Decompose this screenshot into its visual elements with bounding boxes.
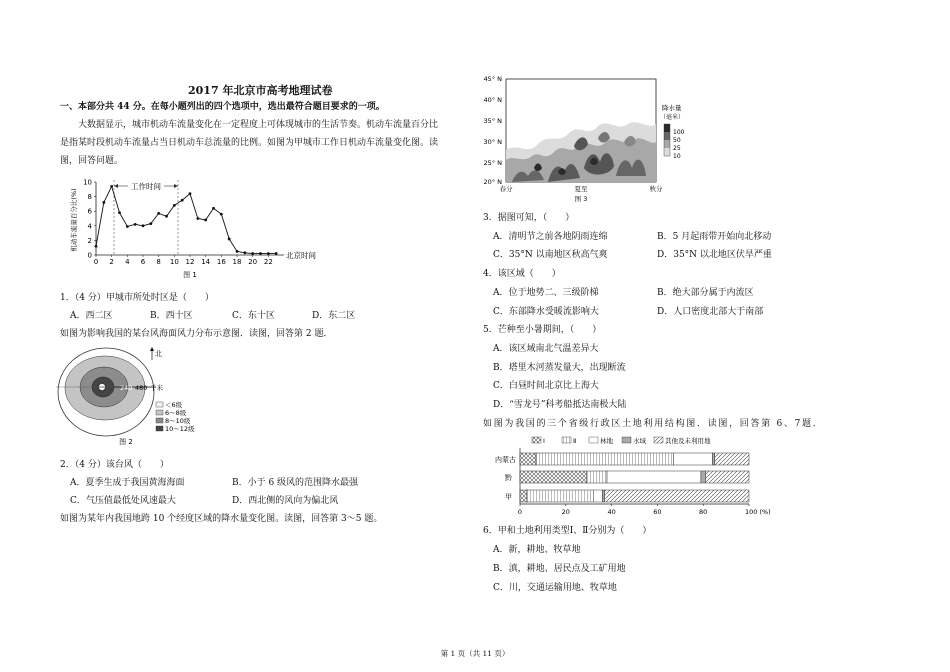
fig1-data-point	[267, 252, 270, 255]
q4-option-d[interactable]: D．人口密度北部大于南部	[657, 307, 764, 317]
fig1-caption: 图 1	[183, 271, 197, 279]
fig4-xtick-label: 40	[607, 508, 616, 516]
fig1-data-point	[142, 224, 145, 227]
fig3-legend-25: 25	[673, 145, 681, 152]
fig1-data-point	[165, 215, 168, 218]
fig1-xtick-label: 2	[109, 258, 114, 266]
bar-segment-forest	[607, 471, 701, 483]
fig3-ytick-35: 35° N	[483, 117, 502, 125]
bar-segment-forest	[593, 490, 602, 502]
bar-segment-water	[712, 453, 714, 465]
fig2-legend	[156, 400, 195, 433]
q3-option-a[interactable]: A．清明节之前各地阴雨连绵	[493, 232, 608, 242]
fig4-xtick-label: 80	[699, 508, 708, 516]
q6-option-c[interactable]: C．川，交通运输用地、牧草地	[493, 583, 617, 593]
fig3-xtick-spring: 春分	[499, 185, 513, 193]
fig1-data-point	[173, 204, 176, 207]
fig4-row-neimenggu: 内蒙古	[495, 456, 516, 464]
legend-label-type2: Ⅱ	[573, 437, 577, 445]
fig1-data-point	[204, 219, 207, 222]
fig4-xtick-label: 20	[561, 508, 570, 516]
q3-stem: 3．据图可知，（ ）	[483, 213, 575, 223]
fig1-xtick-label: 6	[140, 258, 146, 266]
bar-segment-type2	[586, 471, 607, 483]
fig3-legend-unit: （毫米）	[660, 114, 685, 121]
figure4-landuse-chart	[490, 434, 780, 520]
scale-unit: 千米	[150, 384, 163, 392]
fig1-data-point	[212, 207, 215, 210]
fig1-data-point	[228, 238, 231, 241]
legend-label-type1: Ⅰ	[543, 437, 545, 445]
figure1-line-chart	[68, 172, 330, 282]
section-heading: 一、本部分共 44 分。在每小题列出的四个选项中，选出最符合题目要求的一项。	[60, 102, 385, 112]
legend-label-10to12: 10～12级	[165, 425, 195, 433]
fig1-data-point	[196, 217, 199, 220]
q4-option-c[interactable]: C．东部降水受暖流影响大	[493, 307, 599, 317]
legend-swatch-water	[622, 437, 631, 443]
fig3-ytick-20: 20° N	[483, 178, 502, 186]
q1-option-c[interactable]: C．东十区	[232, 311, 275, 321]
q2-option-b[interactable]: B．小于 6 级风的范围降水最强	[232, 478, 359, 488]
legend-swatch-type1	[532, 437, 541, 443]
north-label: 北	[155, 350, 162, 358]
figure2-typhoon-diagram	[56, 344, 226, 448]
bar-segment-type1	[520, 453, 536, 465]
legend-label-below6: ＜6级	[165, 401, 183, 409]
fig3-legend-100: 100	[673, 129, 685, 136]
fig1-xtick-label: 4	[125, 258, 130, 266]
fig1-ytick-label: 10	[83, 178, 92, 187]
q3-option-b[interactable]: B．5 月起雨带开始向北移动	[657, 232, 772, 242]
scale-240: 240	[120, 384, 133, 392]
legend-swatch-8to10	[156, 418, 163, 423]
q3-option-c[interactable]: C．35°N 以南地区秋高气爽	[493, 250, 608, 260]
bar-segment-type2	[527, 490, 593, 502]
scale-480: 480	[135, 384, 148, 392]
fig1-data-point	[243, 251, 246, 254]
fig4-row-jia: 甲	[505, 493, 512, 501]
fig3-legend-title: 降水量	[662, 104, 682, 112]
bar-segment-type1	[520, 490, 527, 502]
fig1-data-point	[134, 223, 137, 226]
q6-option-b[interactable]: B．滇，耕地、居民点及工矿用地	[493, 564, 626, 574]
fig1-data-point	[157, 212, 160, 215]
fig3-legend-swatch-100	[664, 124, 670, 132]
fig1-data-point	[189, 192, 192, 195]
fig1-xlabel: 北京时间	[286, 251, 316, 260]
q6-option-a[interactable]: A．新，耕地、牧草地	[493, 545, 581, 555]
fig1-series-line	[96, 186, 276, 253]
fig3-legend-swatch-25	[664, 140, 670, 148]
fig1-ytick-label: 0	[87, 251, 92, 260]
bar-segment-type2	[536, 453, 673, 465]
legend-label-forest: 林地	[600, 437, 613, 445]
bar-segment-type1	[520, 471, 586, 483]
fig1-ytick-label: 4	[87, 222, 92, 231]
intro1-line3: 图，回答问题。	[60, 156, 124, 166]
legend-swatch-6to8	[156, 410, 163, 415]
intro1-line2: 是指某时段机动车流量占当日机动车总流量的比例。如图为甲城市工作日机动车流量变化图。读	[60, 138, 439, 148]
fig3-xtick-summer: 夏至	[574, 185, 588, 193]
fig1-data-point	[102, 201, 105, 204]
fig3-ytick-40: 40° N	[483, 96, 502, 104]
q1-option-d[interactable]: D．东二区	[312, 311, 356, 321]
q5-option-a[interactable]: A．该区域南北气温差异大	[493, 344, 599, 354]
fig4-xtick-label: 0	[517, 508, 523, 516]
fig1-data-point	[95, 245, 98, 248]
legend-label-8to10: 8～10级	[165, 417, 191, 425]
bar-segment-other	[705, 471, 749, 483]
fig1-data-point	[275, 252, 278, 255]
intro3: 如图为某年内我国地跨 10 个经度区域的降水量变化图。读图，回答第 3～5 题。	[60, 514, 383, 524]
q5-option-b[interactable]: B．塔里木河蒸发量大，出现断流	[493, 363, 626, 373]
q2-option-d[interactable]: D．西北侧的风向为偏北风	[232, 496, 339, 506]
fig1-xtick-label: 8	[156, 258, 161, 266]
paper-title: 2017 年北京市高考地理试卷	[188, 84, 333, 97]
fig1-data-point	[126, 225, 129, 228]
fig1-data-point	[220, 213, 223, 216]
fig1-xtick-label: 20	[248, 258, 258, 266]
q2-option-c[interactable]: C．气压值最低处风速最大	[70, 496, 176, 506]
fig1-ytick-label: 8	[87, 193, 92, 202]
fig2-caption: 图 2	[119, 438, 133, 446]
fig4-row-qian: 黔	[505, 474, 512, 482]
fig3-legend-swatch-50	[664, 132, 670, 140]
legend-swatch-other	[654, 437, 663, 443]
q2-stem: 2．（4 分）该台风（ ）	[60, 460, 169, 470]
legend-swatch-10to12	[156, 426, 163, 431]
fig3-ytick-30: 30° N	[483, 138, 502, 146]
fig3-ytick-45: 45° N	[483, 75, 502, 83]
fig1-data-point	[149, 222, 152, 225]
fig3-caption: 图 3	[574, 195, 588, 203]
q1-stem: 1．（4 分）甲城市所处时区是（ ）	[60, 293, 214, 303]
q4-option-b[interactable]: B．绝大部分属于内流区	[657, 288, 754, 298]
q5-option-c[interactable]: C．白昼时间北京比上海大	[493, 381, 599, 391]
bar-segment-other	[605, 490, 749, 502]
q1-option-a[interactable]: A．西二区	[70, 311, 113, 321]
bar-segment-forest	[673, 453, 712, 465]
fig1-ytick-label: 2	[87, 236, 92, 245]
fig3-legend-50: 50	[673, 137, 681, 144]
q5-stem: 5．芒种至小暑期间，（ ）	[483, 325, 602, 335]
fig1-data-point	[118, 211, 121, 214]
bar-segment-water	[701, 471, 706, 483]
fig1-ylabel: 机动车流量百分比(%)	[70, 188, 78, 252]
legend-label-other: 其他及未利用地	[665, 437, 711, 445]
legend-label-6to8: 6～8级	[165, 409, 187, 417]
fig4-xtick-label: 60	[653, 508, 662, 516]
fig1-xtick-label: 12	[185, 258, 195, 266]
fig1-xtick-label: 22	[263, 258, 273, 266]
intro1-line1: 大数据显示，城市机动车流量变化在一定程度上可体现城市的生活节奏。机动车流量百分比	[78, 120, 439, 130]
fig1-xtick-label: 10	[169, 258, 179, 266]
fig3-xtick-autumn: 秋分	[649, 185, 663, 193]
fig1-xtick-label: 16	[216, 258, 226, 266]
fig1-data-point	[251, 252, 254, 255]
fig1-data-point	[236, 250, 239, 253]
q3-option-d[interactable]: D．35°N 以北地区伏旱严重	[657, 250, 772, 260]
fig1-data-point	[181, 199, 184, 202]
legend-swatch-forest	[589, 437, 598, 443]
q4-stem: 4．该区域（ ）	[483, 269, 561, 279]
bar-segment-other	[715, 453, 749, 465]
q4-option-a[interactable]: A．位于地势二、三级阶梯	[493, 288, 599, 298]
q2-option-a[interactable]: A．夏季生成于我国黄海海面	[70, 478, 185, 488]
intro4: 如图为我国的三个省级行政区土地利用结构图．读图，回答第 6、7题．	[483, 419, 824, 429]
page-footer: 第 1 页（共 11 页）	[440, 649, 510, 658]
fig1-xtick-label: 14	[201, 258, 211, 266]
q1-option-b[interactable]: B．西十区	[150, 311, 193, 321]
fig3-ytick-25: 25° N	[483, 159, 502, 167]
figure3-precipitation-map	[478, 72, 693, 204]
fig1-xtick-label: 18	[232, 258, 242, 266]
fig1-ytick-label: 6	[87, 207, 92, 216]
fig1-data-point	[110, 185, 113, 188]
legend-swatch-below6	[156, 402, 163, 407]
fig4-xtick-label: 100 (%)	[745, 508, 771, 516]
q5-option-d[interactable]: D．“雪龙号”科考船抵达南极大陆	[493, 400, 627, 410]
worktime-label: 工作时间	[131, 182, 161, 191]
q6-stem: 6．甲和土地利用类型Ⅰ、Ⅱ分别为（ ）	[483, 526, 652, 536]
fig1-xtick-label: 0	[93, 258, 99, 266]
fig3-legend-swatch-10	[664, 148, 670, 156]
fig4-legend	[532, 436, 711, 445]
legend-label-water: 水域	[633, 437, 646, 445]
bar-segment-water	[602, 490, 604, 502]
legend-swatch-type2	[562, 437, 571, 443]
fig1-data-point	[259, 252, 262, 255]
fig3-legend-10: 10	[673, 153, 681, 160]
intro2: 如图为影响我国的某台风海面风力分布示意图．读图，回答第 2 题．	[60, 329, 333, 339]
